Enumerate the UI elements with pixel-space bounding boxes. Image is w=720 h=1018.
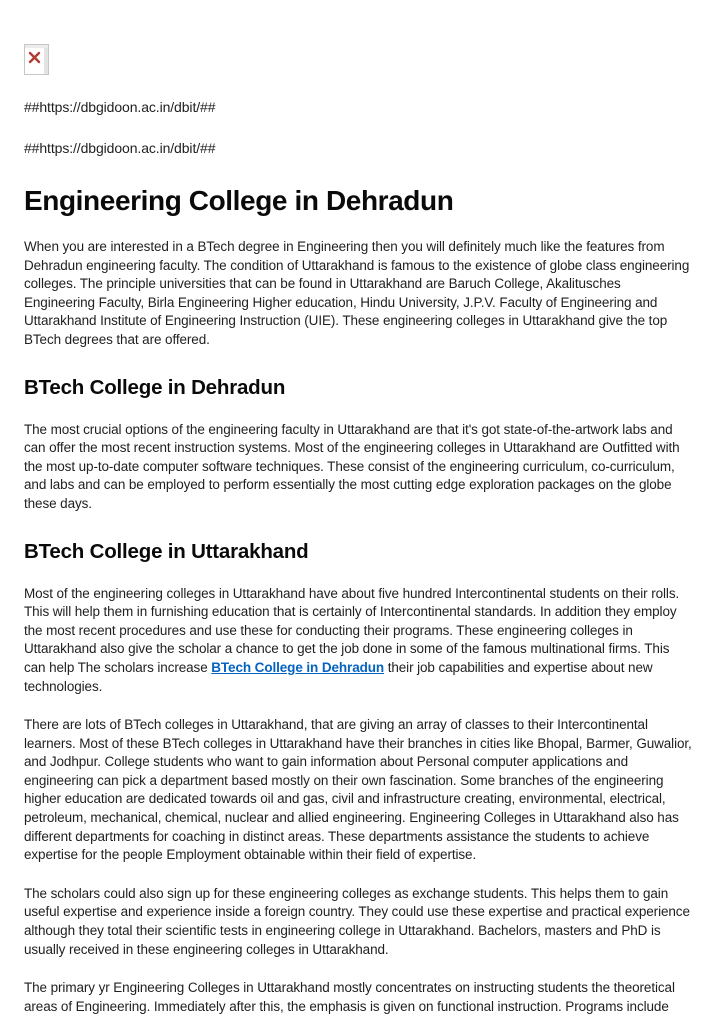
paragraph-first-year: The primary yr Engineering Colleges in Uttarakhand mostly concentrates on instructing students the theoretical areas of Engineering. Immediately after this, the emphasis is given on functional instruction. Programs include <box>24 980 675 1014</box>
btech-college-dehradun-link[interactable]: BTech College in Dehradun <box>211 659 385 675</box>
heading-btech-college-dehradun: BTech College in Dehradun <box>24 375 286 399</box>
broken-image-icon <box>24 44 49 75</box>
paragraph-branches: There are lots of BTech colleges in Uttarakhand, that are giving an array of classes to their Intercontinental learners. Most of these BTech colleges in Uttarakhand have their branches in cities like Bhopal, Barmer, Guwalior, and Jodhpur. College students who want to gain information about Personal computer applications and engineering can pick a department based mostly on their own fascination. Some branches of the engineering higher education are dedicated towards oil and gas, civil and infrastructure creating, environmental, electrical, petroleum, mechanical, chemical, nuclear and allied engineering. Engineering Colleges in Uttarakhand also has different departments for coaching in distinct areas. These departments assistance the students to achieve expertise for the people Employment obtainable within their field of expertise. <box>24 717 692 863</box>
red-x-icon <box>28 51 41 64</box>
paragraph-uttarakhand <box>24 585 694 697</box>
paragraph-uttarakhand-text-before: Most of the engineering colleges in Uttarakhand have about five hundred Intercontinental students on their rolls. This will help them in furnishing education that is certainly of Intercontinental standards. In addition they employ the most recent procedures and use these for conducting their programs. These engineering colleges in Uttarakhand also give the scholar a chance to get the job done in some of the famous multinational firms. This can help The scholars increase <box>24 585 680 675</box>
source-url-line-2: ##https://dbgidoon.ac.in/dbit/## <box>24 140 216 156</box>
paragraph-exchange: The scholars could also sign up for these engineering colleges as exchange students. This helps them to gain useful expertise and experience inside a foreign country. They could use these expertise and practical experience although they total their scientific tests in engineering college in Uttarakhand. Bachelors, masters and PhD is usually received in these engineering colleges in Uttarakhand. <box>24 885 690 957</box>
heading-btech-college-uttarakhand: BTech College in Uttarakhand <box>24 539 309 563</box>
paragraph-uttarakhand-text-after: their job capabilities and expertise about new technologies. <box>24 659 653 694</box>
paragraph-dehradun: The most crucial options of the engineering faculty in Uttarakhand are that it's got state-of-the-artwork labs and can offer the most recent instruction systems. Most of the engineering colleges in Uttarakhand are Outfitted with the most up-to-date computer software techniques. These consist of the engineering curriculum, co-curriculum, and labs and can be employed to perform essentially the most cutting edge exploration packages on the globe these days. <box>24 421 680 511</box>
paragraph-intro: When you are interested in a BTech degree in Engineering then you will definitely much like the features from Dehradun engineering faculty. The condition of Uttarakhand is famous to the existence of globe class engineering colleges. The principle universities that can be found in Uttarakhand are Baruch College, Akalitusches Engineering Faculty, Birla Engineering Higher education, Hindu University, J.P.V. Faculty of Engineering and Uttarakhand Institute of Engineering Instruction (UIE). These engineering colleges in Uttarakhand give the top BTech degrees that are offered. <box>24 239 690 347</box>
page-title: Engineering College in Dehradun <box>24 185 454 216</box>
source-url-line-1: ##https://dbgidoon.ac.in/dbit/## <box>24 99 216 115</box>
